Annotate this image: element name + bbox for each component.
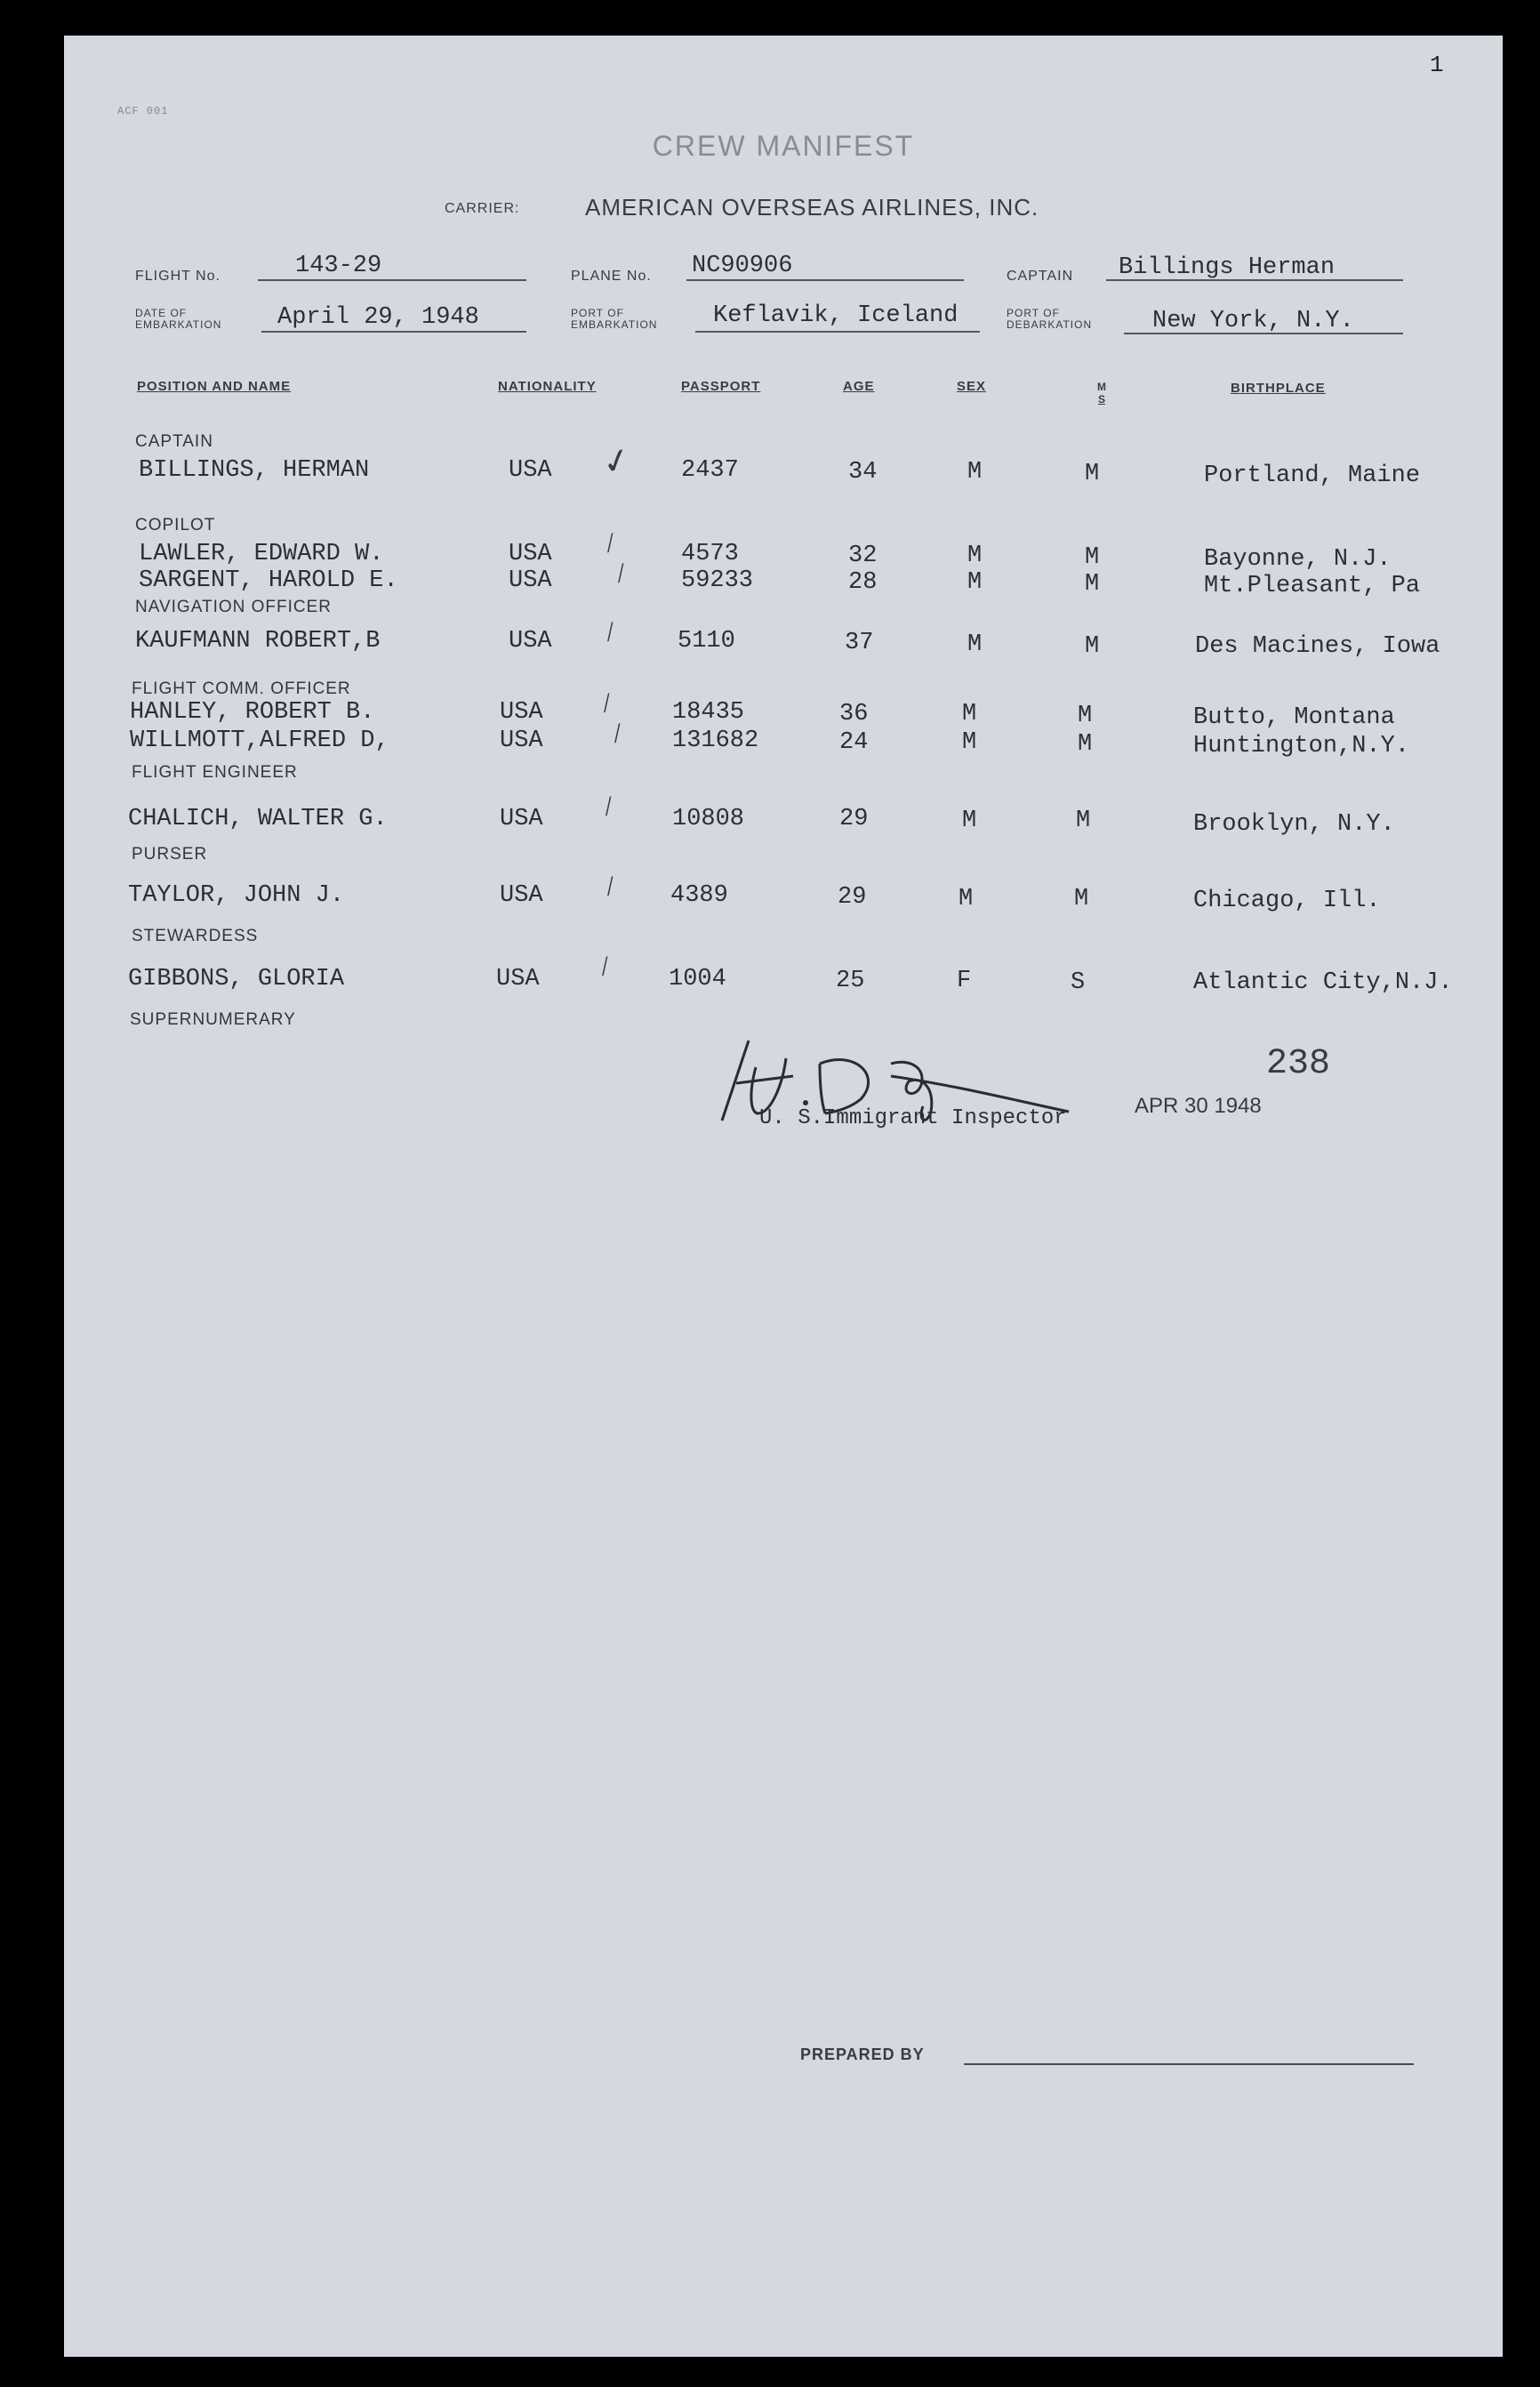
crew-sex: M xyxy=(958,886,974,912)
crew-birthplace: Butto, Montana xyxy=(1193,704,1395,731)
crew-name: TAYLOR, JOHN J. xyxy=(128,882,345,909)
crew-passport: 131682 xyxy=(672,727,759,754)
crew-passport: 4573 xyxy=(681,541,739,567)
port-embarkation-label: PORT OF EMBARKATION xyxy=(571,307,658,331)
role-stewardess: STEWARDESS xyxy=(132,927,259,945)
crew-marital-status: M xyxy=(1085,544,1100,571)
crew-marital-status: M xyxy=(1074,886,1089,912)
manifest-page xyxy=(64,36,1503,2357)
date-label: DATE OF EMBARKATION xyxy=(135,307,222,331)
prepared-by-line xyxy=(964,2042,1414,2065)
crew-marital-status: S xyxy=(1071,969,1086,996)
crew-sex: M xyxy=(967,459,983,486)
page-number: 1 xyxy=(1430,52,1444,78)
crew-nationality: USA xyxy=(496,966,540,993)
crew-age: 32 xyxy=(848,542,878,569)
crew-marital-status: M xyxy=(1085,571,1100,598)
crew-passport: 4389 xyxy=(670,882,728,909)
carrier-label: CARRIER: xyxy=(445,201,520,216)
crew-nationality: USA xyxy=(509,567,552,594)
role-engineer: FLIGHT ENGINEER xyxy=(132,763,298,782)
role-purser: PURSER xyxy=(132,845,208,864)
col-marital-status: M S xyxy=(1097,381,1106,406)
crew-birthplace: Portland, Maine xyxy=(1204,462,1421,489)
plane-label: PLANE No. xyxy=(571,269,652,284)
stamp-date: APR 30 1948 xyxy=(1135,1094,1262,1118)
col-position-name: POSITION AND NAME xyxy=(137,379,292,394)
crew-sex: M xyxy=(962,701,977,727)
flight-label: FLIGHT No. xyxy=(135,269,221,284)
crew-birthplace: Brooklyn, N.Y. xyxy=(1193,811,1395,838)
crew-birthplace: Chicago, Ill. xyxy=(1193,888,1381,914)
crew-age: 24 xyxy=(839,729,869,756)
crew-name: GIBBONS, GLORIA xyxy=(128,966,345,993)
crew-nationality: USA xyxy=(509,457,552,484)
crew-nationality: USA xyxy=(500,699,543,726)
crew-passport: 59233 xyxy=(681,567,754,594)
crew-passport: 18435 xyxy=(672,699,745,726)
role-captain: CAPTAIN xyxy=(135,432,213,451)
role-copilot: COPILOT xyxy=(135,516,216,534)
role-navigation: NAVIGATION OFFICER xyxy=(135,598,333,616)
crew-nationality: USA xyxy=(509,541,552,567)
crew-sex: M xyxy=(967,631,983,658)
crew-age: 28 xyxy=(848,569,878,596)
crew-marital-status: M xyxy=(1078,703,1093,729)
crew-marital-status: M xyxy=(1085,633,1100,660)
crew-marital-status: M xyxy=(1085,461,1100,487)
check-mark-icon: ⁄ xyxy=(598,872,623,905)
crew-nationality: USA xyxy=(500,806,543,832)
crew-birthplace: Mt.Pleasant, Pa xyxy=(1204,573,1421,599)
crew-passport: 10808 xyxy=(672,806,745,832)
crew-birthplace: Des Macines, Iowa xyxy=(1195,633,1440,660)
crew-age: 25 xyxy=(836,968,865,994)
check-mark-icon: ⁄ xyxy=(597,792,622,825)
crew-sex: M xyxy=(967,569,983,596)
crew-passport: 2437 xyxy=(681,457,739,484)
page-title: CREW MANIFEST xyxy=(652,130,915,162)
check-mark-icon: ⁄ xyxy=(609,559,634,592)
crew-birthplace: Huntington,N.Y. xyxy=(1193,733,1410,760)
col-age: AGE xyxy=(843,379,875,394)
crew-name: HANLEY, ROBERT B. xyxy=(130,699,375,726)
crew-age: 29 xyxy=(839,806,869,832)
role-comm: FLIGHT COMM. OFFICER xyxy=(132,679,351,698)
crew-age: 34 xyxy=(848,459,878,486)
crew-passport: 5110 xyxy=(678,628,735,655)
captain-value: Billings Herman xyxy=(1119,254,1335,281)
crew-sex: M xyxy=(962,729,977,756)
col-nationality: NATIONALITY xyxy=(498,379,597,394)
crew-age: 36 xyxy=(839,701,869,727)
stamp-number: 238 xyxy=(1266,1044,1331,1084)
crew-nationality: USA xyxy=(500,727,543,754)
crew-age: 37 xyxy=(845,630,874,656)
crew-name: LAWLER, EDWARD W. xyxy=(139,541,384,567)
carrier-value: AMERICAN OVERSEAS AIRLINES, INC. xyxy=(585,194,1039,221)
check-mark-icon: ⁄ xyxy=(593,952,618,985)
crew-age: 29 xyxy=(838,884,867,911)
crew-birthplace: Atlantic City,N.J. xyxy=(1193,969,1453,996)
crew-name: KAUFMANN ROBERT,B xyxy=(135,628,381,655)
col-birthplace: BIRTHPLACE xyxy=(1231,381,1326,396)
col-passport: PASSPORT xyxy=(681,379,761,394)
crew-name: WILLMOTT,ALFRED D, xyxy=(130,727,389,754)
check-mark-icon: ⁄ xyxy=(598,528,623,562)
crew-sex: F xyxy=(957,968,972,994)
crew-name: BILLINGS, HERMAN xyxy=(139,457,370,484)
crew-nationality: USA xyxy=(500,882,543,909)
crew-nationality: USA xyxy=(509,628,552,655)
check-mark-icon: ⁄ xyxy=(598,617,623,651)
crew-passport: 1004 xyxy=(669,966,726,993)
crew-marital-status: M xyxy=(1078,731,1093,758)
form-code: ACF 001 xyxy=(117,105,169,117)
col-sex: SEX xyxy=(957,379,987,394)
check-mark-icon: ⁄ xyxy=(595,688,620,722)
port-embarkation-value: Keflavik, Iceland xyxy=(713,302,958,329)
crew-birthplace: Bayonne, N.J. xyxy=(1204,546,1392,573)
crew-name: CHALICH, WALTER G. xyxy=(128,806,388,832)
inspector-label: U. S.Immigrant Inspector xyxy=(759,1106,1067,1130)
date-value: April 29, 1948 xyxy=(277,304,479,331)
check-mark-icon: ⁄ xyxy=(606,719,630,752)
flight-value: 143-29 xyxy=(295,253,382,279)
role-supernumerary: SUPERNUMERARY xyxy=(130,1010,296,1029)
prepared-by-label: PREPARED BY xyxy=(800,2045,925,2063)
check-mark-icon: ✓ xyxy=(599,438,635,488)
crew-sex: M xyxy=(962,808,977,834)
captain-label: CAPTAIN xyxy=(1007,269,1074,284)
port-debarkation-label: PORT OF DEBARKATION xyxy=(1007,307,1093,331)
plane-value: NC90906 xyxy=(692,253,793,279)
crew-marital-status: M xyxy=(1076,808,1091,834)
crew-sex: M xyxy=(967,542,983,569)
port-debarkation-value: New York, N.Y. xyxy=(1152,308,1354,334)
crew-name: SARGENT, HAROLD E. xyxy=(139,567,398,594)
